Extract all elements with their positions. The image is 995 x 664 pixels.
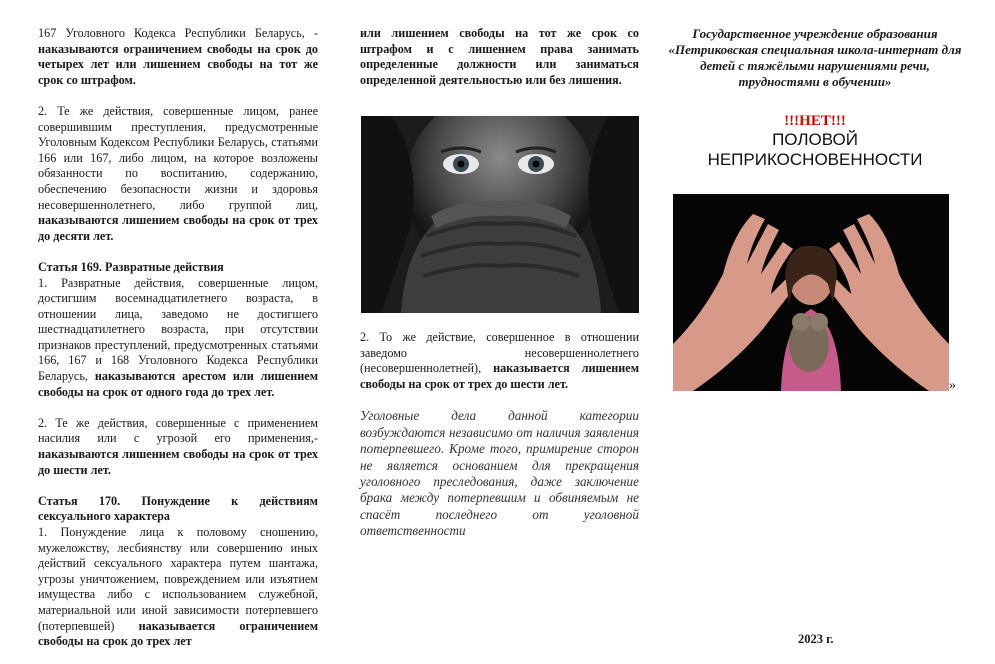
closing-quote: »: [949, 378, 956, 393]
paragraph-170-part2: 2. То же действие, совершенное в отношении заведомо несовершеннолетнего (несовершеннолетней), наказывается лишением свободы на срок от трех до шести лет.: [360, 330, 639, 391]
column-2: [360, 26, 639, 88]
paragraph-169-part1: 1. Развратные действия, совершенные лицом, достигшим восемнадцатилетнего возраста, в отношении лица, заведомо не достигшего шестнадцатилетнего возраста, при отсутствии признаков преступлений, предусмотренных статьями 166, 167 и 168 Уголовного Кодекса Республики Беларусь, наказываются арестом или лишением свободы на срок от одного года до трех лет.: [38, 275, 318, 399]
column-1: [38, 26, 318, 650]
article-169-heading: Статья 169. Развратные действия: [38, 259, 224, 274]
paragraph-167-end: 167 Уголовного Кодекса Республики Беларусь, - наказываются ограничением свободы на срок до четырех лет или лишением свободы на тот же срок со штрафом.: [38, 26, 318, 87]
child-and-hands-illustration: [673, 194, 949, 391]
title-line-2: НЕПРИКОСНОВЕННОСТИ: [707, 150, 923, 169]
article-170-heading: Статья 170. Понуждение к действиям сексуального характера: [38, 493, 318, 524]
paragraph-169-part2: 2. Те же действия, совершенные с применением насилия или с угрозой его применения,- наказываются лишением свободы на срок от трех до шести лет.: [38, 415, 318, 477]
criminal-case-note: Уголовные дела данной категории возбуждаются независимо от наличия заявления потерпевшего. Кроме того, примирение сторон не является основанием для прекращения уголовного преследования, даже заключение брака между потерпевшим и обвиняемым не спасёт последнего от уголовной ответственности: [360, 408, 639, 539]
photo-child-hands: [673, 194, 949, 391]
no-exclamation: !!!НЕТ!!!: [784, 113, 846, 129]
paragraph-170-continued: или лишением свободы на тот же срок со штрафом и с лишением права занимать определенные должности или заниматься определенной деятельностью или без лишения.: [360, 26, 639, 87]
column-3-cover: [660, 26, 970, 170]
organization-name: Государственное учреждение образования «Петриковская специальная школа-интернат для детей с тяжёлыми нарушениями речи, трудностями в обучении»: [668, 26, 962, 89]
covered-mouth-illustration: [361, 116, 639, 313]
photo-covered-mouth: [361, 116, 639, 313]
paragraph-170-part1: 1. Понуждение лица к половому сношению, мужеложству, лесбиянству или совершению иных действий сексуального характера путем шантажа, угрозы уничтожением, повреждением или изъятием имущества либо с использованием служебной, материальной или иной зависимости потерпевшего (потерпевшей) наказывается ограничением свободы на срок до трех лет: [38, 525, 319, 649]
column-2-lower: [360, 330, 639, 540]
title-line-1: ПОЛОВОЙ: [772, 130, 858, 149]
year: 2023 г.: [798, 632, 834, 646]
paragraph-167-part2: 2. Те же действия, совершенные лицом, ранее совершившим преступления, предусмотренные Уголовным Кодексом Республики Беларусь, статьями 166 или 167, либо лицом, на которое возложены обязанности по воспитанию, содержанию, обеспечению безопасности жизни и здоровья несовершеннолетнего, либо группой лиц, наказываются лишением свободы на срок от трех до десяти лет.: [38, 103, 318, 243]
